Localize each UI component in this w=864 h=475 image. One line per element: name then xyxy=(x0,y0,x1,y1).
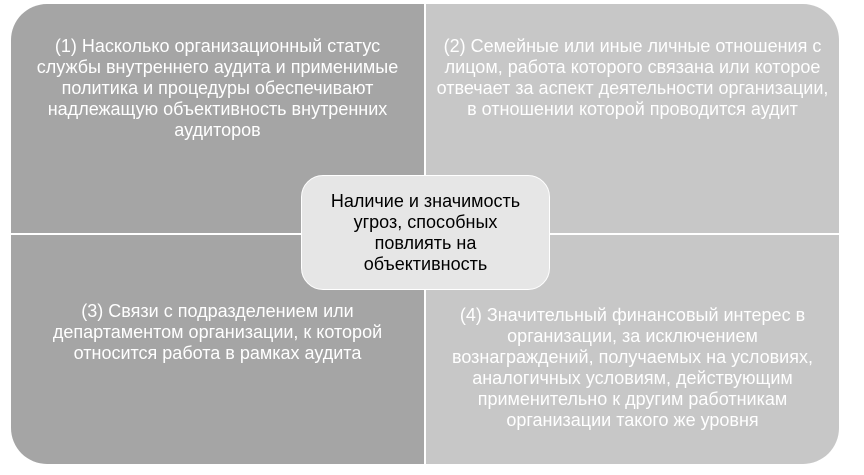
quadrant-2-text: (2) Семейные или иные личные отношения с лицом, работа которого связана или которое отвечает за аспект деятельности организации, в отношении которой проводится аудит xyxy=(436,36,829,119)
quadrant-3-text: (3) Связи с подразделением или департаментом организации, к которой относится работа в рамках аудита xyxy=(52,301,383,363)
quadrant-1-text: (1) Насколько организационный статус службы внутреннего аудита и применимые политика и процедуры обеспечивают надлежащую объективность внутренних аудиторов xyxy=(36,36,399,140)
center-text: Наличие и значимость угроз, способных повлиять на объективность xyxy=(330,190,521,274)
quadrant-4-text: (4) Значительный финансовый интерес в организации, за исключением вознаграждений, получаемых на условиях, аналогичных условиям, действующим применительно к другим работникам организации такого же уровня xyxy=(452,305,813,430)
center-box xyxy=(301,175,550,290)
